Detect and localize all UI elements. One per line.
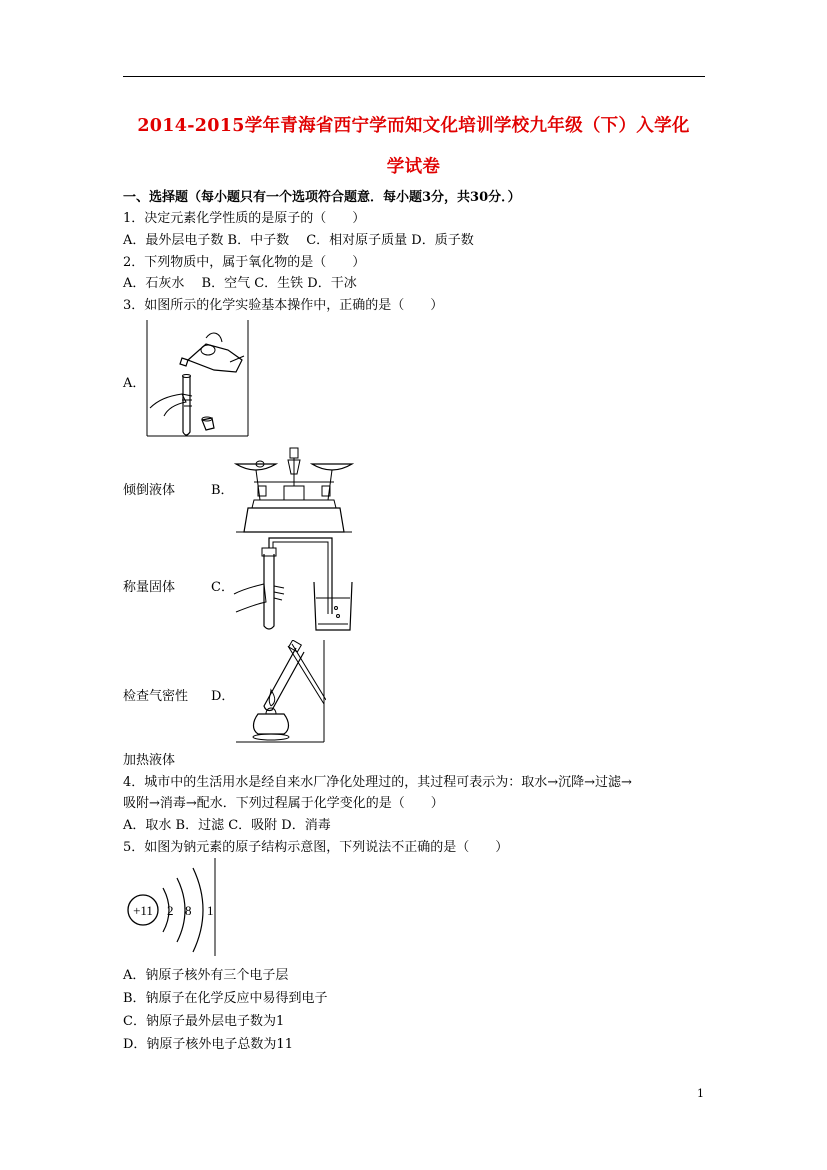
question-5-option-a: A．钠原子核外有三个电子层	[123, 968, 289, 983]
question-5-option-c: C．钠原子最外层电子数为1	[123, 1014, 285, 1029]
page-number: 1	[697, 1087, 704, 1100]
question-4-stem-line2: 吸附→消毒→配水．下列过程属于化学变化的是（ ）	[123, 796, 444, 811]
exam-title-line1: 2014-2015学年青海省西宁学而知文化培训学校九年级（下）入学化	[137, 116, 690, 136]
question-2-options: A．石灰水 B．空气 C．生铁 D．干冰	[123, 276, 357, 291]
caption-air-tightness: 检查气密性	[123, 689, 189, 704]
heating-liquid-figure	[234, 640, 326, 744]
header-rule	[123, 76, 705, 77]
question-4-options: A．取水 B．过滤 C．吸附 D．消毒	[123, 818, 331, 833]
shell3-electrons: 1	[207, 903, 214, 918]
question-2-stem: 2．下列物质中，属于氧化物的是（ ）	[123, 255, 366, 270]
option-d-label: D．	[211, 689, 235, 704]
pouring-liquid-figure	[146, 320, 250, 438]
shell1-electrons: 2	[167, 903, 174, 918]
option-b-label: B．	[211, 483, 234, 498]
section-heading: 一、选择题（每小题只有一个选项符合题意．每小题3分，共30分．）	[123, 190, 521, 205]
question-3-stem: 3．如图所示的化学实验基本操作中，正确的是（ ）	[123, 298, 444, 313]
balance-figure	[234, 446, 354, 534]
question-5-stem: 5．如图为钠元素的原子结构示意图，下列说法不正确的是（ ）	[123, 840, 509, 855]
caption-heating-liquid: 加热液体	[123, 753, 176, 768]
nucleus-charge: +11	[133, 903, 153, 918]
question-1-options: A．最外层电子数 B．中子数 C．相对原子质量 D．质子数	[123, 233, 474, 248]
shell2-electrons: 8	[185, 903, 192, 918]
question-1-stem: 1．决定元素化学性质的是原子的（ ）	[123, 211, 366, 226]
option-a-label: A．	[123, 376, 146, 391]
caption-weighing-solid: 称量固体	[123, 580, 176, 595]
caption-pouring-liquid: 倾倒液体	[123, 483, 176, 498]
question-5-option-d: D．钠原子核外电子总数为11	[123, 1037, 293, 1052]
exam-title-line2: 学试卷	[386, 157, 441, 177]
question-5-option-b: B．钠原子在化学反应中易得到电子	[123, 991, 328, 1006]
air-tightness-figure	[232, 536, 354, 634]
option-c-label: C．	[211, 580, 234, 595]
question-4-stem-line1: 4．城市中的生活用水是经自来水厂净化处理过的，其过程可表示为：取水→沉降→过滤→	[123, 775, 632, 790]
sodium-atom-diagram	[123, 858, 219, 958]
